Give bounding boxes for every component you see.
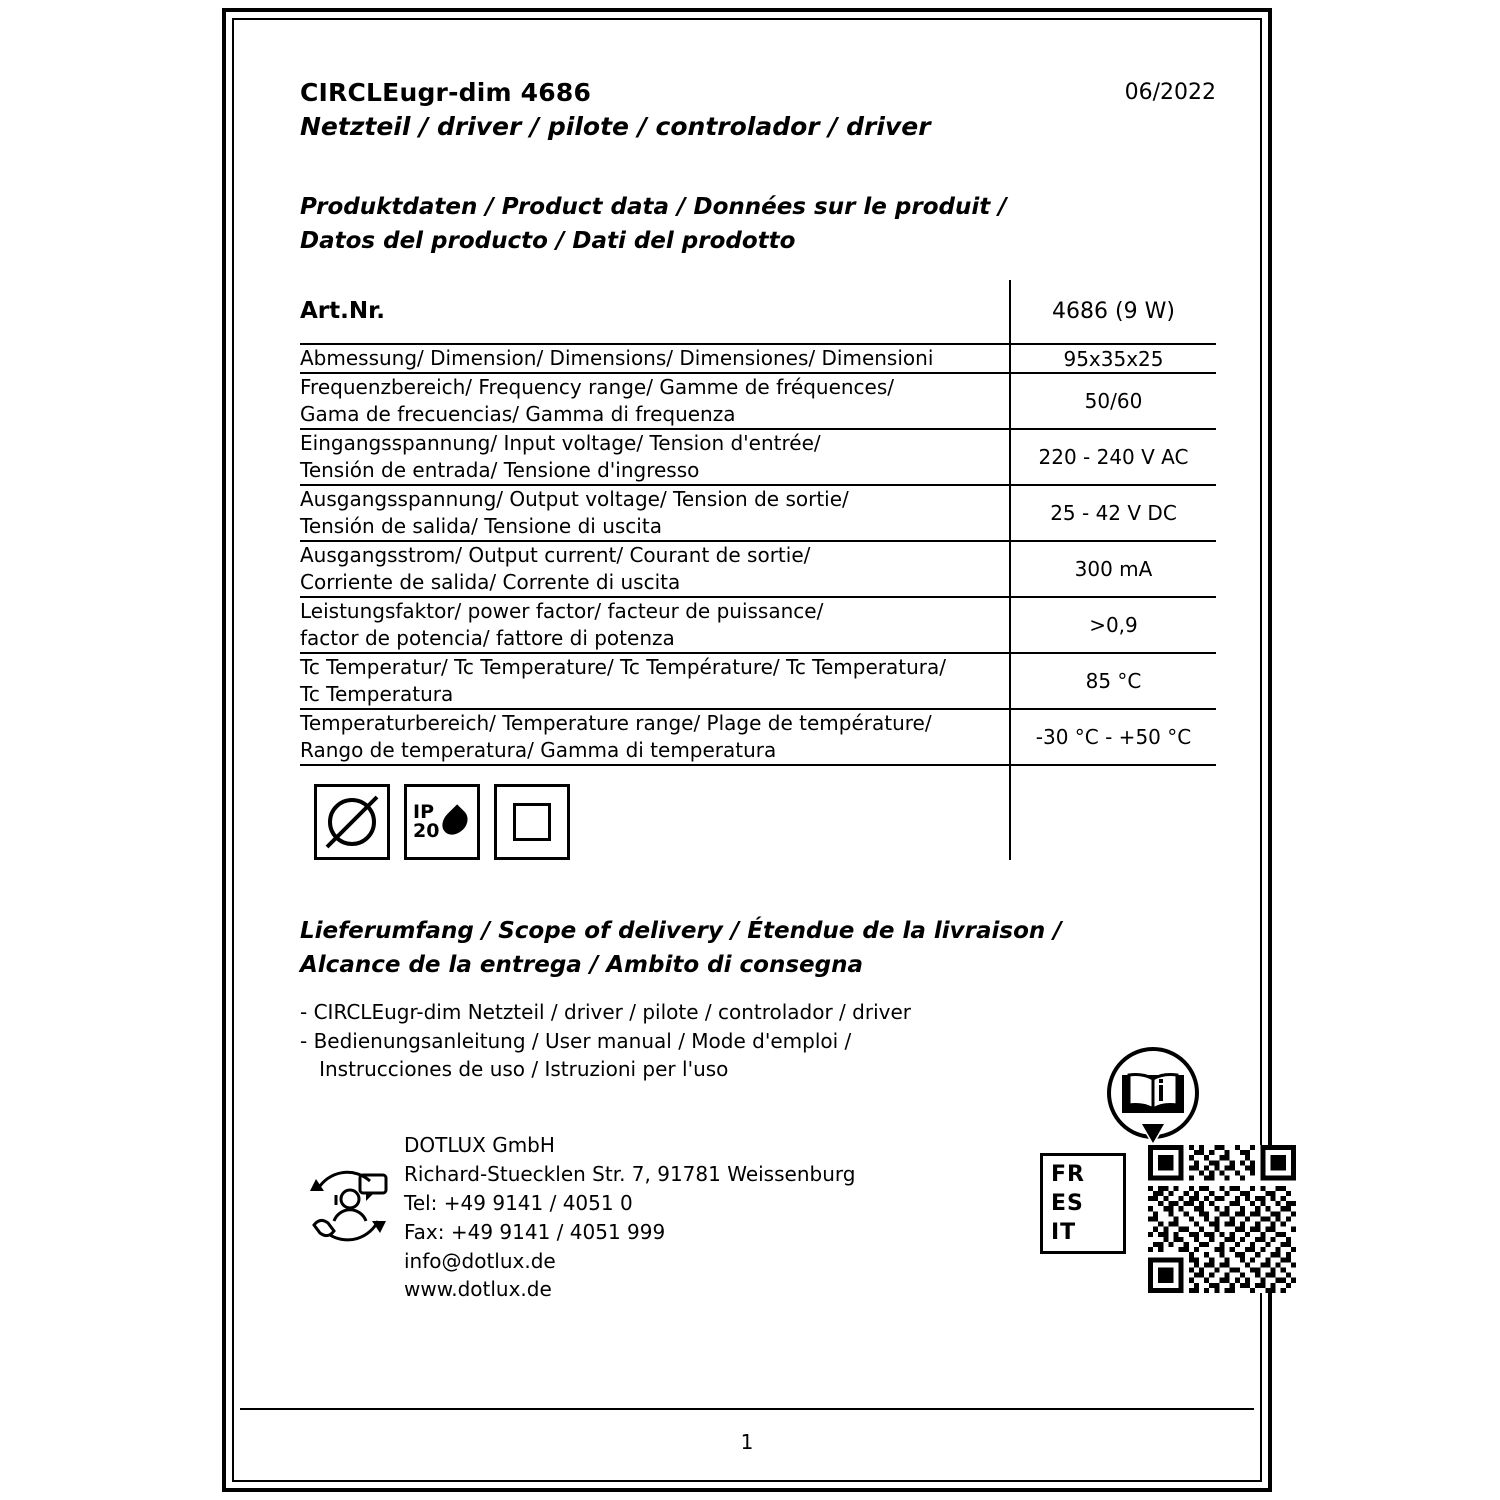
qr-code xyxy=(1148,1145,1296,1293)
label-line-1: Eingangsspannung/ Input voltage/ Tension d'entrée/ xyxy=(300,431,821,456)
company-address: Richard-Stuecklen Str. 7, 91781 Weissenburg xyxy=(404,1162,856,1187)
document-footer xyxy=(300,1131,1216,1331)
page-content xyxy=(300,76,1216,1331)
table-cell-label xyxy=(300,280,1010,344)
customer-support-icon xyxy=(300,1159,396,1255)
footer-divider xyxy=(240,1408,1254,1410)
table-cell-value: 4686 (9 W) xyxy=(1010,280,1216,344)
company-email: info@dotlux.de xyxy=(404,1248,556,1273)
page-inner-border xyxy=(232,18,1262,1482)
document-date: 06/2022 xyxy=(1124,80,1216,105)
label-line-1: Frequenzbereich/ Frequency range/ Gamme de fréquences/ xyxy=(300,375,895,400)
list-item: - Bedienungsanleitung / User manual / Mode d'emploi / xyxy=(300,1028,852,1053)
table-cell-value: 50/60 xyxy=(1010,373,1216,429)
list-item: - CIRCLEugr-dim Netzteil / driver / pilote / controlador / driver xyxy=(300,1000,911,1025)
label-line-1: Art.Nr. xyxy=(300,298,385,325)
label-line-1: Leistungsfaktor/ power factor/ facteur de puissance/ xyxy=(300,599,824,624)
no-dispose-in-household-waste-icon xyxy=(314,784,390,860)
company-details xyxy=(404,1131,855,1304)
symbol-row xyxy=(300,766,1009,860)
symbol-value-empty xyxy=(1010,765,1216,860)
label-line-1: Tc Temperatur/ Tc Temperature/ Tc Température/ Tc Temperatura/ xyxy=(300,655,946,680)
label-line-2: Gama de frecuencias/ Gamma di frequenza xyxy=(300,402,736,427)
company-fax: Fax: +49 9141 / 4051 999 xyxy=(404,1219,666,1244)
water-drop-icon xyxy=(438,804,473,839)
product-data-table xyxy=(300,280,1216,860)
table-row xyxy=(300,373,1216,429)
table-cell-value: 300 mA xyxy=(1010,541,1216,597)
company-tel: Tel: +49 9141 / 4051 0 xyxy=(404,1190,633,1215)
language-mark-fr: FR xyxy=(1051,1162,1085,1188)
table-cell-value: -30 °C - +50 °C xyxy=(1010,709,1216,765)
document-page xyxy=(222,8,1272,1492)
symbol-cell xyxy=(300,765,1010,860)
product-title: CIRCLEugr-dim 4686 xyxy=(300,78,592,107)
table-cell-label xyxy=(300,344,1010,373)
scope-heading-line2: Alcance de la entrega / Ambito di consegna xyxy=(300,952,863,979)
label-line-1: Temperaturbereich/ Temperature range/ Plage de température/ xyxy=(300,711,932,736)
scope-heading-line1: Lieferumfang / Scope of delivery / Étendue de la livraison / xyxy=(300,918,1062,945)
table-row xyxy=(300,541,1216,597)
product-subtitle: Netzteil / driver / pilote / controlador / driver xyxy=(300,111,931,141)
label-line-1: Abmessung/ Dimension/ Dimensions/ Dimensiones/ Dimensioni xyxy=(300,346,934,371)
ip20-rating-icon xyxy=(404,784,480,860)
label-line-2: Corriente de salida/ Corrente di uscita xyxy=(300,570,681,595)
table-cell-value: >0,9 xyxy=(1010,597,1216,653)
class-2-double-insulation-icon xyxy=(494,784,570,860)
language-mark-it: IT xyxy=(1051,1220,1077,1246)
language-marks xyxy=(1040,1153,1126,1254)
table-row xyxy=(300,653,1216,709)
table-cell-value: 25 - 42 V DC xyxy=(1010,485,1216,541)
label-line-1: Ausgangsstrom/ Output current/ Courant de sortie/ xyxy=(300,543,811,568)
product-data-heading-line2: Datos del producto / Dati del prodotto xyxy=(300,228,796,255)
company-website: www.dotlux.de xyxy=(404,1277,552,1302)
product-data-heading xyxy=(300,190,1216,258)
table-row-symbols xyxy=(300,765,1216,860)
table-cell-label xyxy=(300,597,1010,653)
table-cell-label xyxy=(300,485,1010,541)
scope-of-delivery-list xyxy=(300,998,1216,1083)
table-cell-label xyxy=(300,653,1010,709)
table-row xyxy=(300,280,1216,344)
table-row xyxy=(300,597,1216,653)
label-line-2: Tensión de entrada/ Tensione d'ingresso xyxy=(300,458,700,483)
table-cell-label xyxy=(300,541,1010,597)
table-row xyxy=(300,709,1216,765)
table-row xyxy=(300,429,1216,485)
table-cell-value: 95x35x25 xyxy=(1010,344,1216,373)
product-data-heading-line1: Produktdaten / Product data / Données sur le produit / xyxy=(300,194,1007,220)
language-mark-es: ES xyxy=(1051,1191,1084,1217)
label-line-2: Tensión de salida/ Tensione di uscita xyxy=(300,514,662,539)
table-cell-label xyxy=(300,373,1010,429)
table-cell-label xyxy=(300,429,1010,485)
list-item: Instrucciones de uso / Istruzioni per l'uso xyxy=(300,1056,729,1081)
label-line-1: Ausgangsspannung/ Output voltage/ Tension de sortie/ xyxy=(300,487,849,512)
document-header xyxy=(300,76,1216,162)
label-line-2: factor de potencia/ fattore di potenza xyxy=(300,626,675,651)
table-cell-value: 85 °C xyxy=(1010,653,1216,709)
read-user-manual-icon xyxy=(1100,1045,1206,1151)
ip-label-bottom: 20 xyxy=(413,820,440,843)
page-number: 1 xyxy=(740,1430,754,1454)
label-line-2: Tc Temperatura xyxy=(300,682,454,707)
table-cell-value: 220 - 240 V AC xyxy=(1010,429,1216,485)
table-row xyxy=(300,485,1216,541)
company-name: DOTLUX GmbH xyxy=(404,1133,555,1158)
label-line-2: Rango de temperatura/ Gamma di temperatura xyxy=(300,738,777,763)
ip-label-top: IP xyxy=(413,801,434,824)
table-cell-label xyxy=(300,709,1010,765)
table-row xyxy=(300,344,1216,373)
scope-of-delivery-heading xyxy=(300,914,1216,982)
